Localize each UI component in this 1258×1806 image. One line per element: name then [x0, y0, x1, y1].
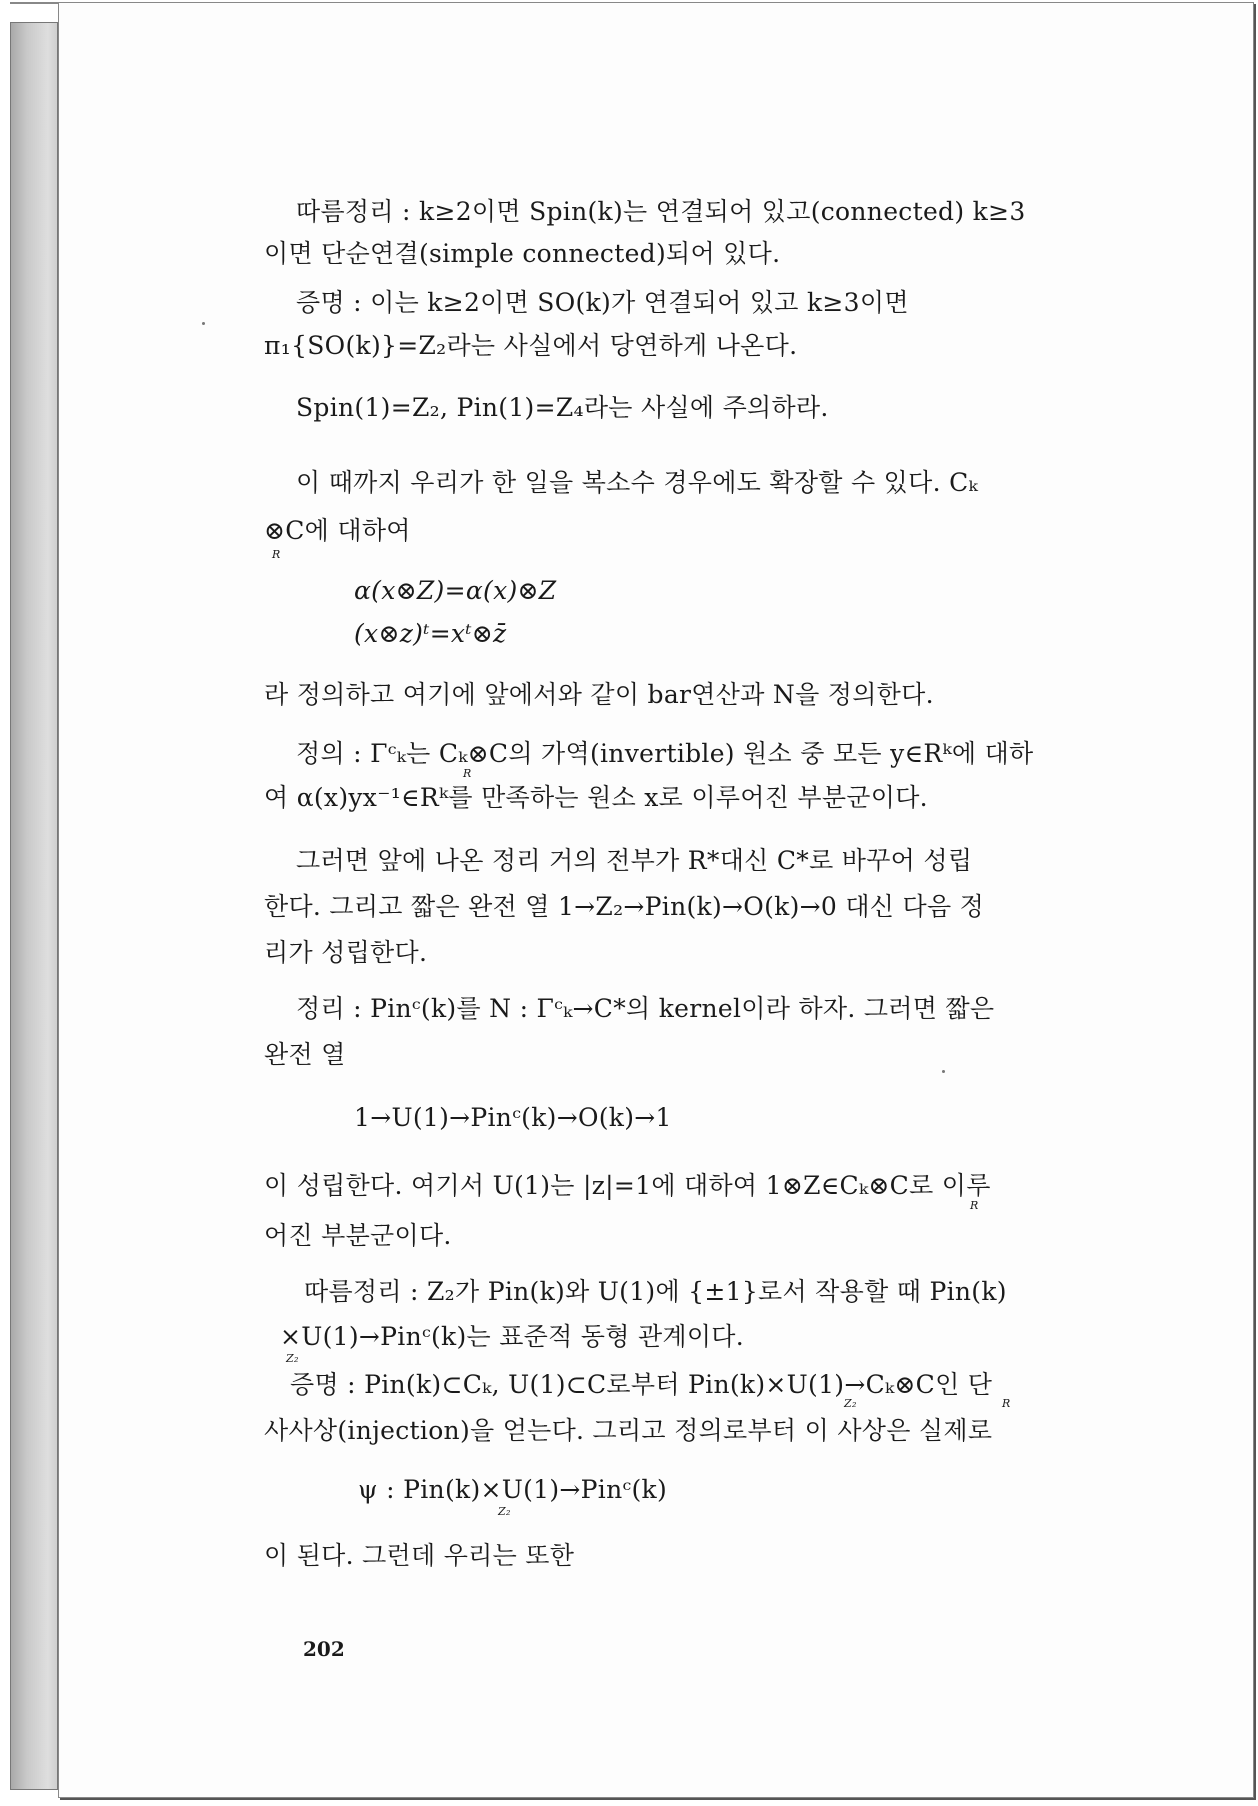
subscript-r: R: [1002, 1397, 1011, 1410]
text-line: 한다. 그리고 짧은 완전 열 1→Z₂→Pin(k)→O(k)→0 대신 다음 정: [264, 892, 985, 921]
text-line: 완전 열: [264, 1040, 346, 1069]
text-line: 이 때까지 우리가 한 일을 복소수 경우에도 확장할 수 있다. Cₖ: [296, 468, 978, 497]
text-line: Spin(1)=Z₂, Pin(1)=Z₄라는 사실에 주의하라.: [296, 393, 829, 422]
text-line: 라 정의하고 여기에 앞에서와 같이 bar연산과 N을 정의한다.: [264, 680, 934, 709]
text-line: 정의 : Γᶜₖ는 Cₖ⊗C의 가역(invertible) 원소 중 모든 y∈Rᵏ에 대하: [296, 739, 1034, 768]
subscript-z2: Z₂: [498, 1505, 511, 1518]
formula-psi: ψ : Pin(k)×U(1)→Pinᶜ(k): [358, 1475, 667, 1504]
text-line: 어진 부분군이다.: [264, 1221, 452, 1250]
text-line: 이면 단순연결(simple connected)되어 있다.: [264, 239, 781, 268]
text-line: ×U(1)→Pinᶜ(k)는 표준적 동형 관계이다.: [280, 1322, 744, 1351]
text-line: 정리 : Pinᶜ(k)를 N : Γᶜₖ→C*의 kernel이라 하자. 그러면 짧은: [296, 994, 995, 1023]
subscript-z2: Z₂: [844, 1397, 857, 1410]
text-line: 여 α(x)yx⁻¹∈Rᵏ를 만족하는 원소 x로 이루어진 부분군이다.: [264, 783, 928, 812]
text-line: 사사상(injection)을 얻는다. 그리고 정의로부터 이 사상은 실제로: [264, 1416, 993, 1445]
subscript-z2: Z₂: [286, 1352, 299, 1365]
text-line: 증명 : 이는 k≥2이면 SO(k)가 연결되어 있고 k≥3이면: [296, 288, 909, 317]
text-line: 따름정리 : Z₂가 Pin(k)와 U(1)에 {±1}로서 작용할 때 Pin(k): [304, 1277, 1007, 1306]
text-line: 리가 성립한다.: [264, 938, 428, 967]
subscript-r: R: [463, 767, 472, 780]
scan-speck: [942, 1070, 945, 1073]
text-line: 이 성립한다. 여기서 U(1)는 |z|=1에 대하여 1⊗Z∈Cₖ⊗C로 이루: [264, 1171, 991, 1200]
page-number: 202: [303, 1637, 345, 1661]
book-spine-edge: [10, 22, 58, 1790]
text-line: ⊗C에 대하여: [264, 516, 411, 545]
formula-exact-sequence: 1→U(1)→Pinᶜ(k)→O(k)→1: [354, 1103, 672, 1132]
text-line: π₁{SO(k)}=Z₂라는 사실에서 당연하게 나온다.: [264, 331, 798, 360]
formula-alpha: α(x⊗Z)=α(x)⊗Z: [354, 576, 557, 605]
text-line: 그러면 앞에 나온 정리 거의 전부가 R*대신 C*로 바꾸어 성립: [296, 846, 973, 875]
subscript-r: R: [970, 1199, 979, 1212]
scan-speck: [202, 322, 205, 325]
formula-transpose: (x⊗z)ᵗ=xᵗ⊗z̄: [354, 619, 507, 648]
subscript-r: R: [272, 548, 281, 561]
text-line: 따름정리 : k≥2이면 Spin(k)는 연결되어 있고(connected) k≥3: [296, 197, 1026, 226]
text-line: 이 된다. 그런데 우리는 또한: [264, 1541, 575, 1570]
text-line: 증명 : Pin(k)⊂Cₖ, U(1)⊂C로부터 Pin(k)×U(1)→Cₖ⊗C인 단: [290, 1370, 993, 1399]
